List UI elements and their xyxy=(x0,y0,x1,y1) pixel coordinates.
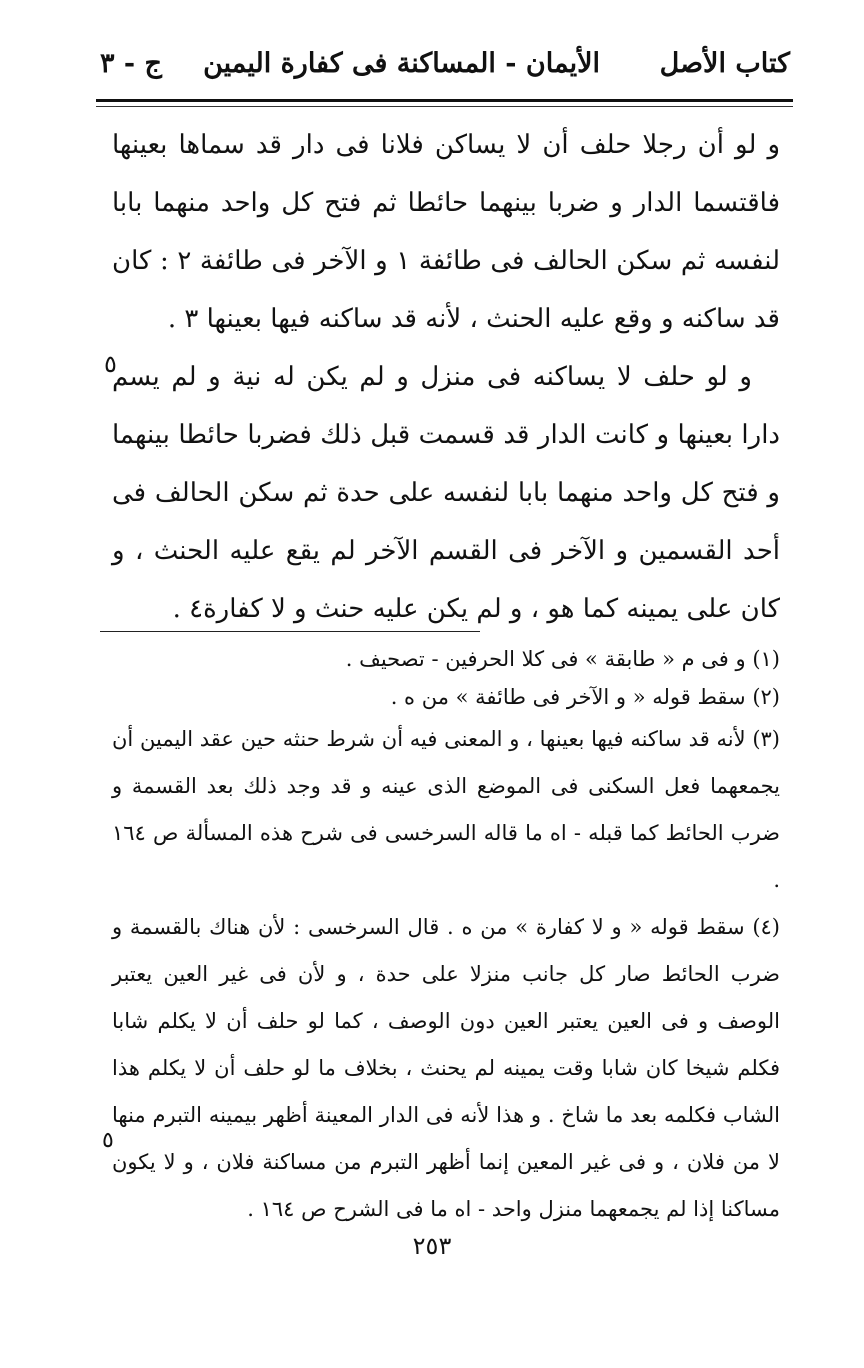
running-header xyxy=(100,44,790,92)
footnote-1: (١) و فى م « طابقة » فى كلا الحرفين - تصحيف . xyxy=(345,647,780,671)
line-number: ٥ xyxy=(104,350,117,378)
footnotes xyxy=(112,640,780,1233)
paragraph-1: و لو أن رجلا حلف أن لا يساكن فلانا فى دار قد سماها بعينها فاقتسما الدار و ضربا بينهما حائطا ثم فتح كل واحد منهما بابا لنفسه ثم سكن الحالف فى طائفة ١ و الآخر فى طائفة ٢ : كان قد ساكنه و وقع عليه الحنث ، لأنه قد ساكنه فيها بعينها ٣ . xyxy=(112,130,780,334)
header-rule xyxy=(96,99,793,102)
footnote-2: (٢) سقط قوله « و الآخر فى طائفة » من ه . xyxy=(390,685,780,709)
book-title: كتاب الأصل xyxy=(659,48,790,79)
footnote-rule xyxy=(100,631,480,632)
paragraph-2: و لو حلف لا يساكنه فى منزل و لم يكن له نية و لم يسم دارا بعينها و كانت الدار قد قسمت قبل ذلك فضربا حائطا بينهما و فتح كل واحد منهما بابا لنفسه على حدة ثم سكن الحالف فى أحد القسمين و الآخر فى القسم الآخر لم يقع عليه الحنث ، و كان على يمينه كما هو ، و لم يكن عليه حنث و لا كفارة٤ . xyxy=(112,362,780,624)
footnote-line-number: ٥ xyxy=(102,1128,114,1153)
header-rule-thin xyxy=(96,106,793,107)
main-text xyxy=(112,116,780,638)
page-number: ٢٥٣ xyxy=(412,1232,452,1260)
footnote-4: (٤) سقط قوله « و لا كفارة » من ه . قال السرخسى : لأن هناك بالقسمة و ضرب الحائط صار كل جانب منزلا على حدة ، و لأن فى غير العين يعتبر الوصف و فى العين يعتبر العين دون الوصف ، كما لو حلف أن لا يكلم شابا فكلم شيخا كان شابا وقت يمينه لم يحنث ، بخلاف ما لو حلف أن لا يكلم هذا الشاب فكلمه بعد ما شاخ . و هذا لأنه فى الدار المعينة أظهر بيمينه التبرم منها لا من فلان ، و فى غير المعين إنما أظهر التبرم من مساكنة فلان ، و لا يكون مساكنا إذا لم يجمعهما منزل واحد - اه ما فى الشرح ص ١٦٤ . xyxy=(112,915,780,1221)
footnote-3: (٣) لأنه قد ساكنه فيها بعينها ، و المعنى فيه أن شرط حنثه حين عقد اليمين أن يجمعهما فعل السكنى فى الموضع الذى عينه و قد وجد ذلك بعد القسمة و ضرب الحائط كما قبله - اه ما قاله السرخسى فى شرح هذه المسألة ص ١٦٤ . xyxy=(112,727,780,892)
volume-label: ج - ٣ xyxy=(100,48,162,79)
chapter-title: الأيمان - المساكنة فى كفارة اليمين xyxy=(203,48,600,79)
